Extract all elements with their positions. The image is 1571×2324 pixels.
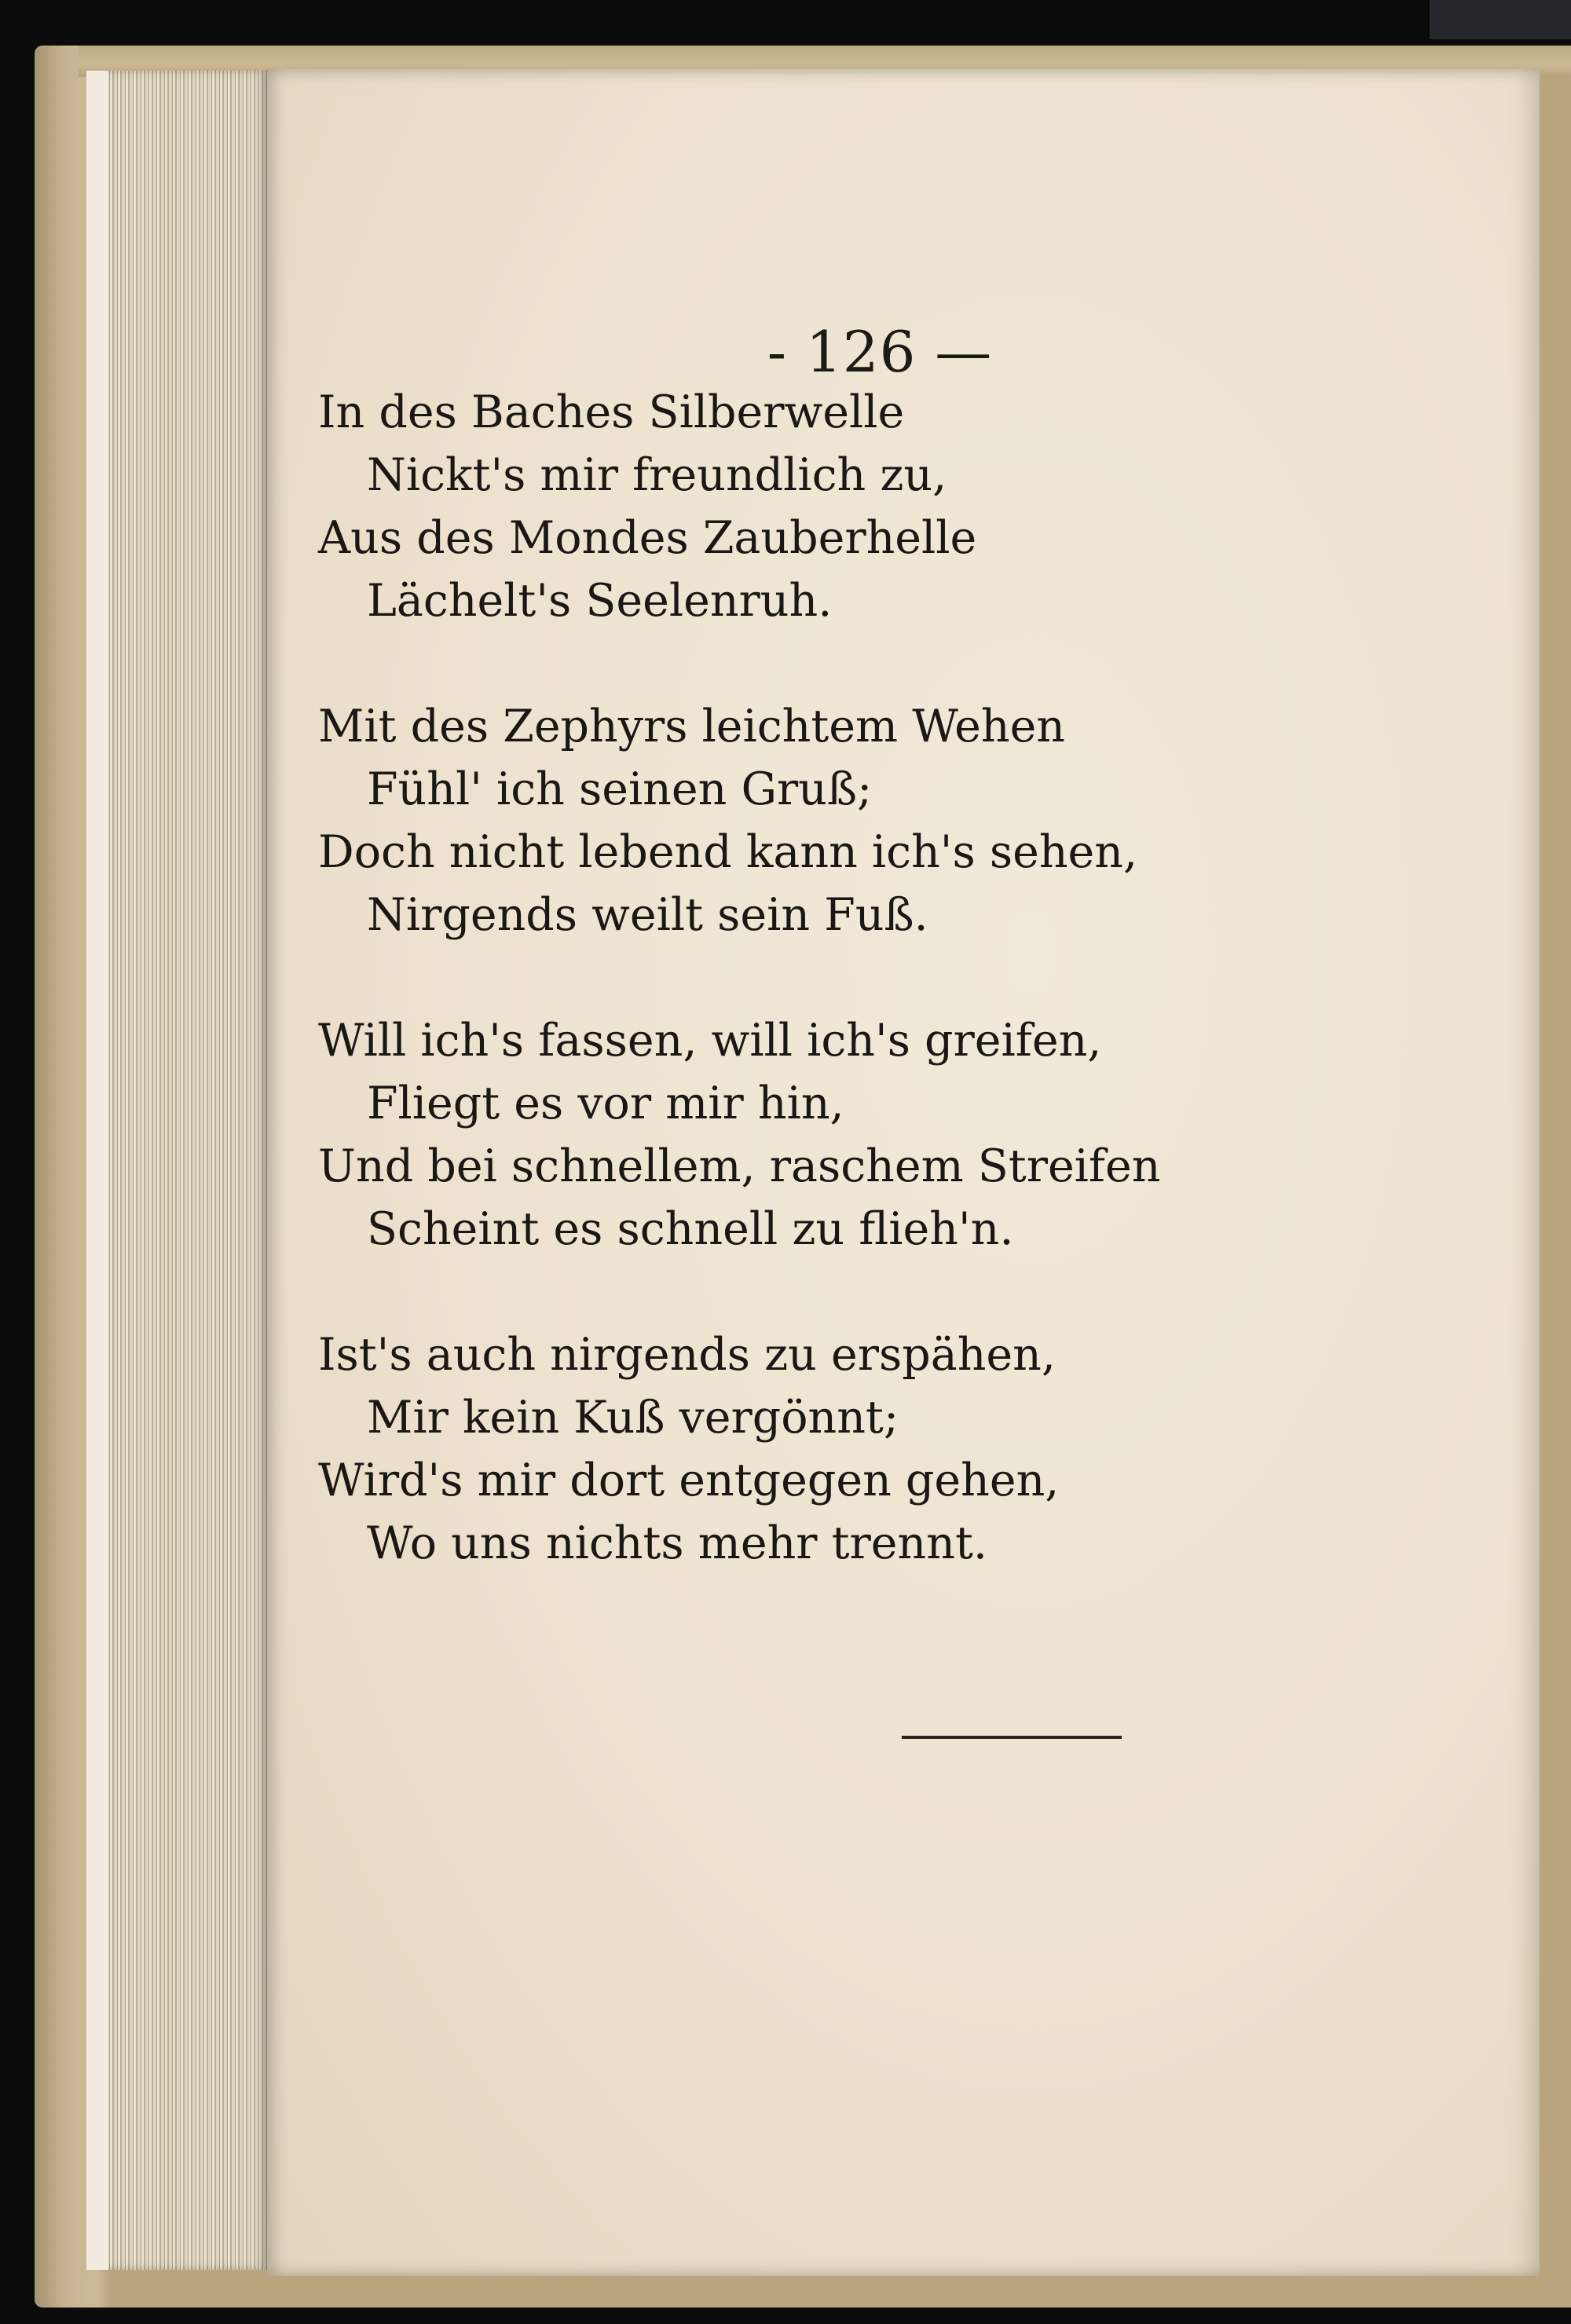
- poem-line: Und bei schnellem, raschem Streifen: [318, 1140, 1161, 1192]
- poem-line: Wo uns nichts mehr trennt.: [367, 1517, 987, 1569]
- poem-line: Will ich's fassen, will ich's greifen,: [318, 1015, 1102, 1067]
- poem-line: Fliegt es vor mir hin,: [367, 1078, 844, 1129]
- poem-line: Lächelt's Seelenruh.: [367, 575, 833, 627]
- page-edges: [86, 71, 267, 2270]
- poem-stanza: [318, 1009, 1160, 1261]
- poem-stanza: [318, 1323, 1160, 1575]
- poem: [318, 381, 1160, 1638]
- poem-line: Nirgends weilt sein Fuß.: [367, 889, 928, 941]
- poem-line: Scheint es schnell zu flieh'n.: [367, 1203, 1014, 1255]
- poem-line: In des Baches Silberwelle: [318, 386, 905, 438]
- page-number: - 126 —: [767, 319, 993, 385]
- poem-line: Doch nicht lebend kann ich's sehen,: [318, 826, 1138, 878]
- poem-line: Wird's mir dort entgegen gehen,: [318, 1455, 1060, 1506]
- poem-line: Ist's auch nirgends zu erspähen,: [318, 1329, 1056, 1381]
- poem-line: Nickt's mir freundlich zu,: [367, 449, 947, 501]
- poem-line: Aus des Mondes Zauberhelle: [318, 512, 977, 564]
- section-divider-rule: [902, 1736, 1122, 1739]
- poem-stanza: [318, 695, 1160, 946]
- poem-line: Mir kein Kuß vergönnt;: [367, 1392, 899, 1444]
- poem-stanza: [318, 381, 1160, 632]
- poem-line: Fühl' ich seinen Gruß;: [367, 763, 873, 815]
- book-spine-corner: [1430, 0, 1571, 39]
- poem-line: Mit des Zephyrs leichtem Wehen: [318, 701, 1066, 752]
